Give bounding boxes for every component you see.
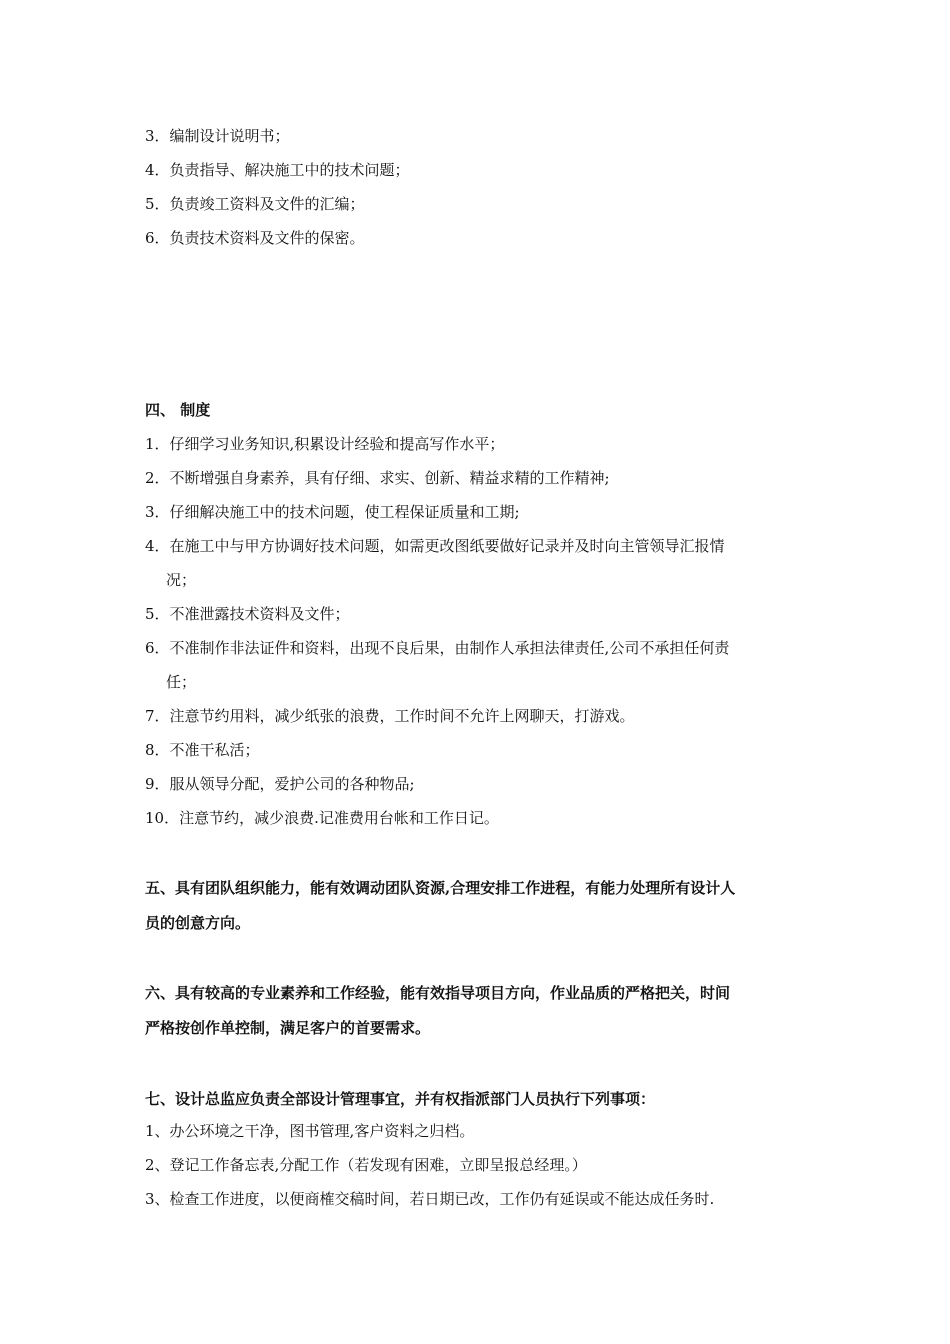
section7-heading: 七、设计总监应负责全部设计管理事宜，并有权指派部门人员执行下列事项： — [145, 1090, 656, 1108]
section7-item-2: 2、登记工作备忘表,分配工作（若发现有困难，立即呈报总经理。） — [145, 1156, 587, 1174]
section7-item-3: 3、检查工作进度，以便商榷交稿时间，若日期已改，工作仍有延误或不能达成任务时. — [145, 1190, 715, 1208]
intro-item-3: 3．编制设计说明书； — [145, 127, 290, 145]
section5-line-1: 五、具有团队组织能力，能有效调动团队资源,合理安排工作进程，有能力处理所有设计人 — [145, 879, 736, 897]
section5-line-2: 员的创意方向。 — [145, 914, 251, 932]
section4-item-10: 10．注意节约，减少浪费.记准费用台帐和工作日记。 — [145, 809, 499, 827]
section4-heading: 四、 制度 — [145, 401, 211, 419]
section4-item-6-cont: 任； — [166, 673, 197, 691]
intro-item-5: 5．负责竣工资料及文件的汇编； — [145, 195, 365, 213]
section4-item-1: 1．仔细学习业务知识,积累设计经验和提高写作水平； — [145, 435, 505, 453]
section4-item-5: 5．不准泄露技术资料及文件； — [145, 605, 350, 623]
section4-item-8: 8．不准干私活； — [145, 741, 260, 759]
section4-item-2: 2．不断增强自身素养，具有仔细、求实、创新、精益求精的工作精神; — [145, 469, 610, 487]
section4-item-9: 9．服从领导分配，爱护公司的各种物品; — [145, 775, 415, 793]
section6-line-2: 严格按创作单控制，满足客户的首要需求。 — [145, 1019, 431, 1037]
section4-item-6: 6．不准制作非法证件和资料，出现不良后果，由制作人承担法律责任,公司不承担任何责 — [145, 639, 730, 657]
section4-item-7: 7．注意节约用料，减少纸张的浪费，工作时间不允许上网聊天，打游戏。 — [145, 707, 635, 725]
intro-item-6: 6．负责技术资料及文件的保密。 — [145, 229, 365, 247]
section4-item-4-cont: 况； — [166, 571, 197, 589]
section7-item-1: 1、办公环境之干净，图书管理,客户资料之归档。 — [145, 1122, 475, 1140]
intro-item-4: 4．负责指导、解决施工中的技术问题； — [145, 161, 410, 179]
section4-item-4: 4．在施工中与甲方协调好技术问题，如需更改图纸要做好记录并及时向主管领导汇报情 — [145, 537, 725, 555]
section6-line-1: 六、具有较高的专业素养和工作经验，能有效指导项目方向，作业品质的严格把关，时间 — [145, 984, 731, 1002]
section4-item-3: 3．仔细解决施工中的技术问题，使工程保证质量和工期; — [145, 503, 520, 521]
